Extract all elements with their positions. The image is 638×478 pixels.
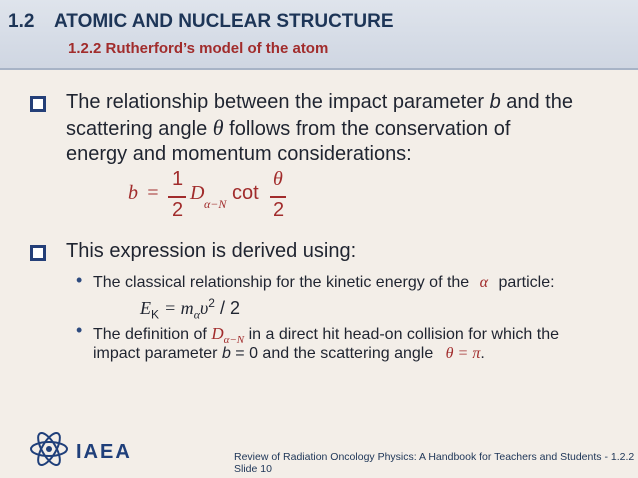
sub-bullet-dot-icon: • [76, 270, 83, 290]
sub-bullet1: The classical relationship for the kinetic energy of the α particle: [93, 274, 555, 291]
footer-caption: Review of Radiation Oncology Physics: A Handbook for Teachers and Students - 1.2.2 Slide 10 [234, 451, 635, 475]
iaea-atom-logo-icon [28, 428, 70, 470]
eq1-b: b [128, 182, 138, 204]
eq1-theta-fraction-bar [270, 196, 286, 198]
eq1-D-subscript: α−N [204, 197, 227, 211]
bullet1-line1: The relationship between the impact parameter b and the [66, 91, 573, 113]
sub-bullet-dot-icon: • [76, 320, 83, 340]
sub-bullet2-line1: The definition of $D_{\alpha-N}$ in a direct hit head-on collision for which the [93, 324, 559, 347]
equation-kinetic-energy: $E_K = m_\alpha\upsilon^2 / 2$ [140, 296, 240, 322]
section-title: ATOMIC AND NUCLEAR STRUCTURE [54, 11, 394, 32]
eq1-theta: θ [273, 168, 283, 190]
eq1-D: D [190, 182, 205, 204]
checkbox-bullet-icon [30, 96, 46, 112]
equation-impact-parameter [128, 166, 298, 226]
checkbox-bullet-icon [30, 245, 46, 261]
iaea-logo-text: IAEA [76, 441, 132, 463]
eq1-cot: cot [232, 182, 259, 204]
eq1-equals: = [146, 182, 160, 204]
bullet2-text: This expression is derived using: [66, 240, 357, 262]
eq1-frac-denominator: 2 [172, 199, 184, 221]
bullet1-line2: scattering angle θ follows from the conservation of [66, 115, 511, 140]
bullet1-line3: energy and momentum considerations: [66, 143, 412, 165]
header-divider [0, 68, 638, 70]
eq1-frac-numerator: 1 [172, 168, 184, 190]
sub-bullet2-line2: impact parameter b = 0 and the scattering angle θ = π. [93, 345, 485, 362]
eq1-fraction-bar [168, 196, 186, 198]
slide-subtitle: 1.2.2 Rutherford’s model of the atom [68, 40, 329, 57]
section-number: 1.2 [8, 11, 35, 32]
eq1-theta-denominator: 2 [273, 199, 285, 221]
